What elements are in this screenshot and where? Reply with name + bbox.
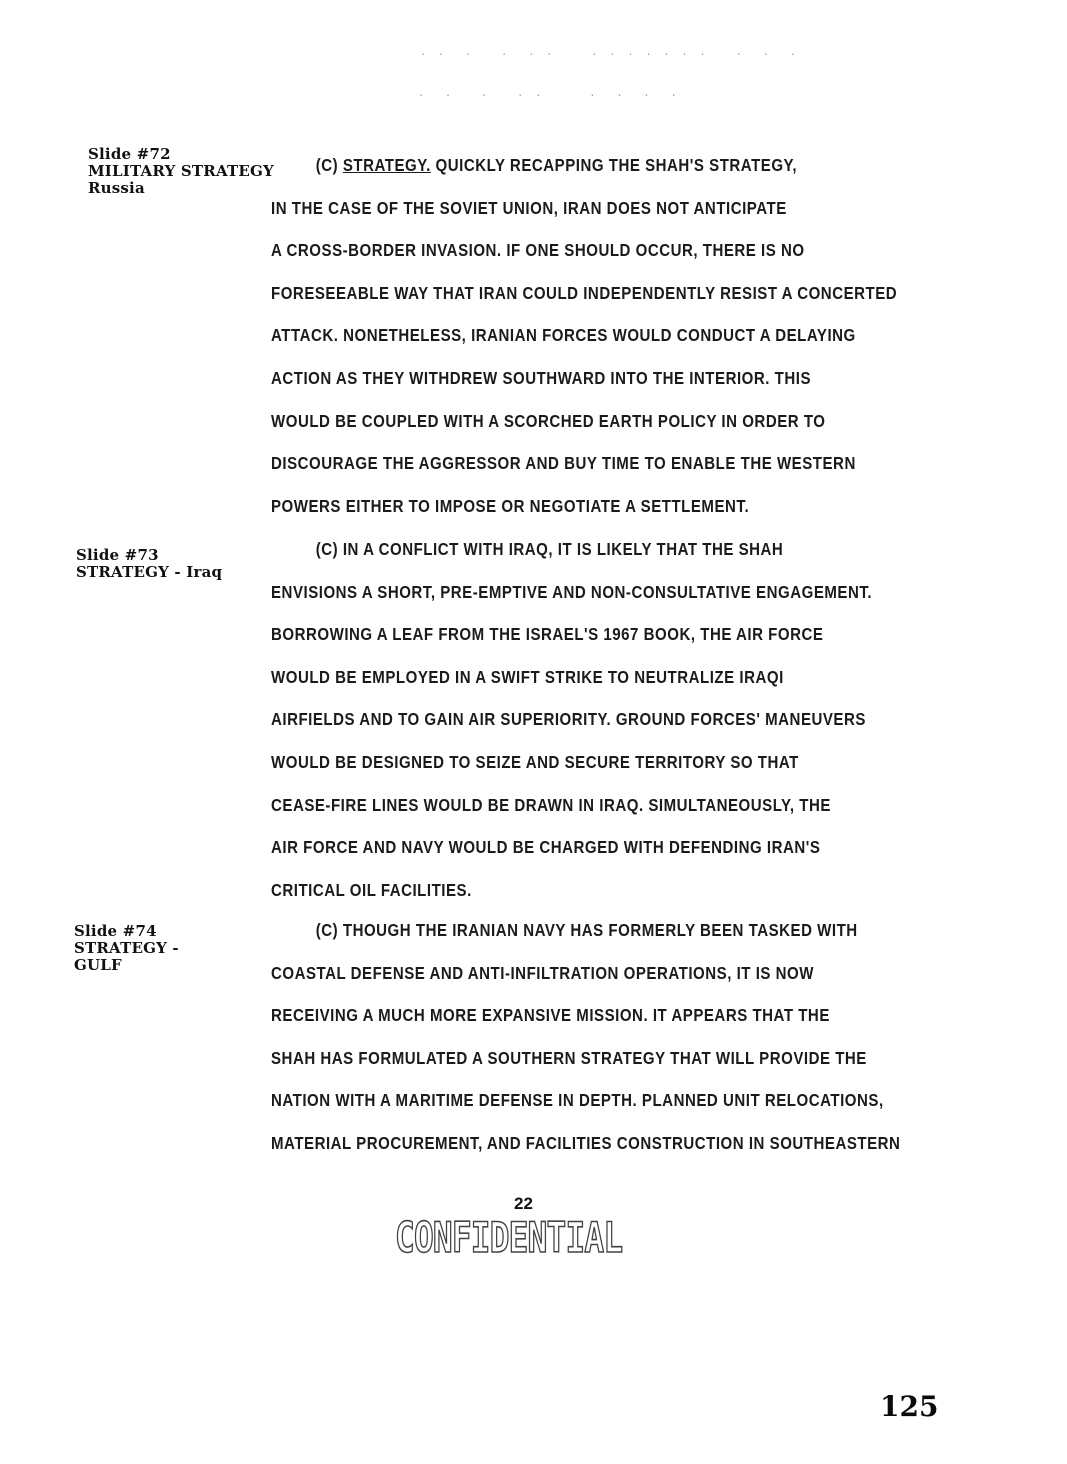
paragraph-line: AIRFIELDS AND TO GAIN AIR SUPERIORITY. GROUND FORCES' MANEUVERS bbox=[271, 709, 866, 730]
confidential-stamp: CONFIDENTIAL bbox=[395, 1213, 623, 1262]
paragraph-first-line: (C) IN A CONFLICT WITH IRAQ, IT IS LIKELY THAT THE SHAH bbox=[315, 539, 784, 559]
paragraph-line: RECEIVING A MUCH MORE EXPANSIVE MISSION. IT APPEARS THAT THE bbox=[271, 1005, 830, 1026]
margin-note-line: STRATEGY - Iraq bbox=[76, 563, 223, 581]
paragraph-line: COASTAL DEFENSE AND ANTI-INFILTRATION OPERATIONS, IT IS NOW bbox=[271, 962, 814, 983]
classification-marker: (C) bbox=[315, 155, 343, 175]
header-scan-marks: . . . . . . . . . . . . . . . . bbox=[420, 47, 799, 58]
corner-page-number: 125 bbox=[880, 1390, 939, 1423]
paragraph-line: DISCOURAGE THE AGGRESSOR AND BUY TIME TO ENABLE THE WESTERN bbox=[271, 453, 856, 474]
paragraph-line: AIR FORCE AND NAVY WOULD BE CHARGED WITH DEFENDING IRAN'S bbox=[271, 837, 821, 858]
paragraph-strategy-gulf bbox=[271, 909, 991, 1165]
margin-note-line: MILITARY STRATEGY bbox=[88, 162, 274, 180]
line-text: QUICKLY RECAPPING THE SHAH'S STRATEGY, bbox=[430, 155, 798, 175]
paragraph-line: ATTACK. NONETHELESS, IRANIAN FORCES WOULD CONDUCT A DELAYING bbox=[271, 325, 856, 346]
paragraph-line: FORESEEABLE WAY THAT IRAN COULD INDEPENDENTLY RESIST A CONCERTED bbox=[271, 282, 898, 303]
margin-note-line: Slide #72 bbox=[88, 145, 171, 163]
margin-note-slide-74 bbox=[74, 923, 179, 974]
paragraph-first-line bbox=[271, 144, 890, 187]
paragraph-line: BORROWING A LEAF FROM THE ISRAEL'S 1967 BOOK, THE AIR FORCE bbox=[271, 624, 824, 645]
page-number: 22 bbox=[514, 1194, 533, 1213]
paragraph-line: POWERS EITHER TO IMPOSE OR NEGOTIATE A SETTLEMENT. bbox=[271, 495, 750, 516]
section-heading: STRATEGY. bbox=[342, 155, 431, 175]
paragraph-strategy-iraq bbox=[271, 528, 991, 911]
paragraph-line: NATION WITH A MARITIME DEFENSE IN DEPTH. PLANNED UNIT RELOCATIONS, bbox=[271, 1090, 884, 1111]
margin-note-line: GULF bbox=[74, 956, 122, 974]
margin-note-line: Slide #73 bbox=[76, 546, 159, 564]
paragraph-first-line: (C) THOUGH THE IRANIAN NAVY HAS FORMERLY BEEN TASKED WITH bbox=[315, 920, 858, 940]
paragraph-strategy-russia bbox=[271, 144, 991, 527]
margin-note-line: Slide #74 bbox=[74, 922, 157, 940]
margin-note-slide-72 bbox=[88, 146, 274, 197]
header-scan-marks-2: . . . . . . . . . bbox=[418, 88, 680, 99]
paragraph-line: WOULD BE COUPLED WITH A SCORCHED EARTH POLICY IN ORDER TO bbox=[271, 410, 826, 431]
paragraph-line: WOULD BE EMPLOYED IN A SWIFT STRIKE TO NEUTRALIZE IRAQI bbox=[271, 666, 784, 687]
margin-note-slide-73 bbox=[76, 547, 222, 581]
margin-note-line: Russia bbox=[88, 179, 145, 197]
paragraph-line: ACTION AS THEY WITHDREW SOUTHWARD INTO THE INTERIOR. THIS bbox=[271, 367, 811, 388]
paragraph-line: IN THE CASE OF THE SOVIET UNION, IRAN DOES NOT ANTICIPATE bbox=[271, 197, 787, 218]
paragraph-line: A CROSS-BORDER INVASION. IF ONE SHOULD OCCUR, THERE IS NO bbox=[271, 240, 805, 261]
paragraph-line: SHAH HAS FORMULATED A SOUTHERN STRATEGY THAT WILL PROVIDE THE bbox=[271, 1047, 867, 1068]
margin-note-line: STRATEGY - bbox=[74, 939, 179, 957]
paragraph-line: ENVISIONS A SHORT, PRE-EMPTIVE AND NON-CONSULTATIVE ENGAGEMENT. bbox=[271, 581, 873, 602]
paragraph-line: CEASE-FIRE LINES WOULD BE DRAWN IN IRAQ. SIMULTANEOUSLY, THE bbox=[271, 794, 831, 815]
paragraph-line: WOULD BE DESIGNED TO SEIZE AND SECURE TERRITORY SO THAT bbox=[271, 751, 799, 772]
paragraph-line: MATERIAL PROCUREMENT, AND FACILITIES CONSTRUCTION IN SOUTHEASTERN bbox=[271, 1132, 901, 1153]
paragraph-line: CRITICAL OIL FACILITIES. bbox=[271, 879, 472, 900]
